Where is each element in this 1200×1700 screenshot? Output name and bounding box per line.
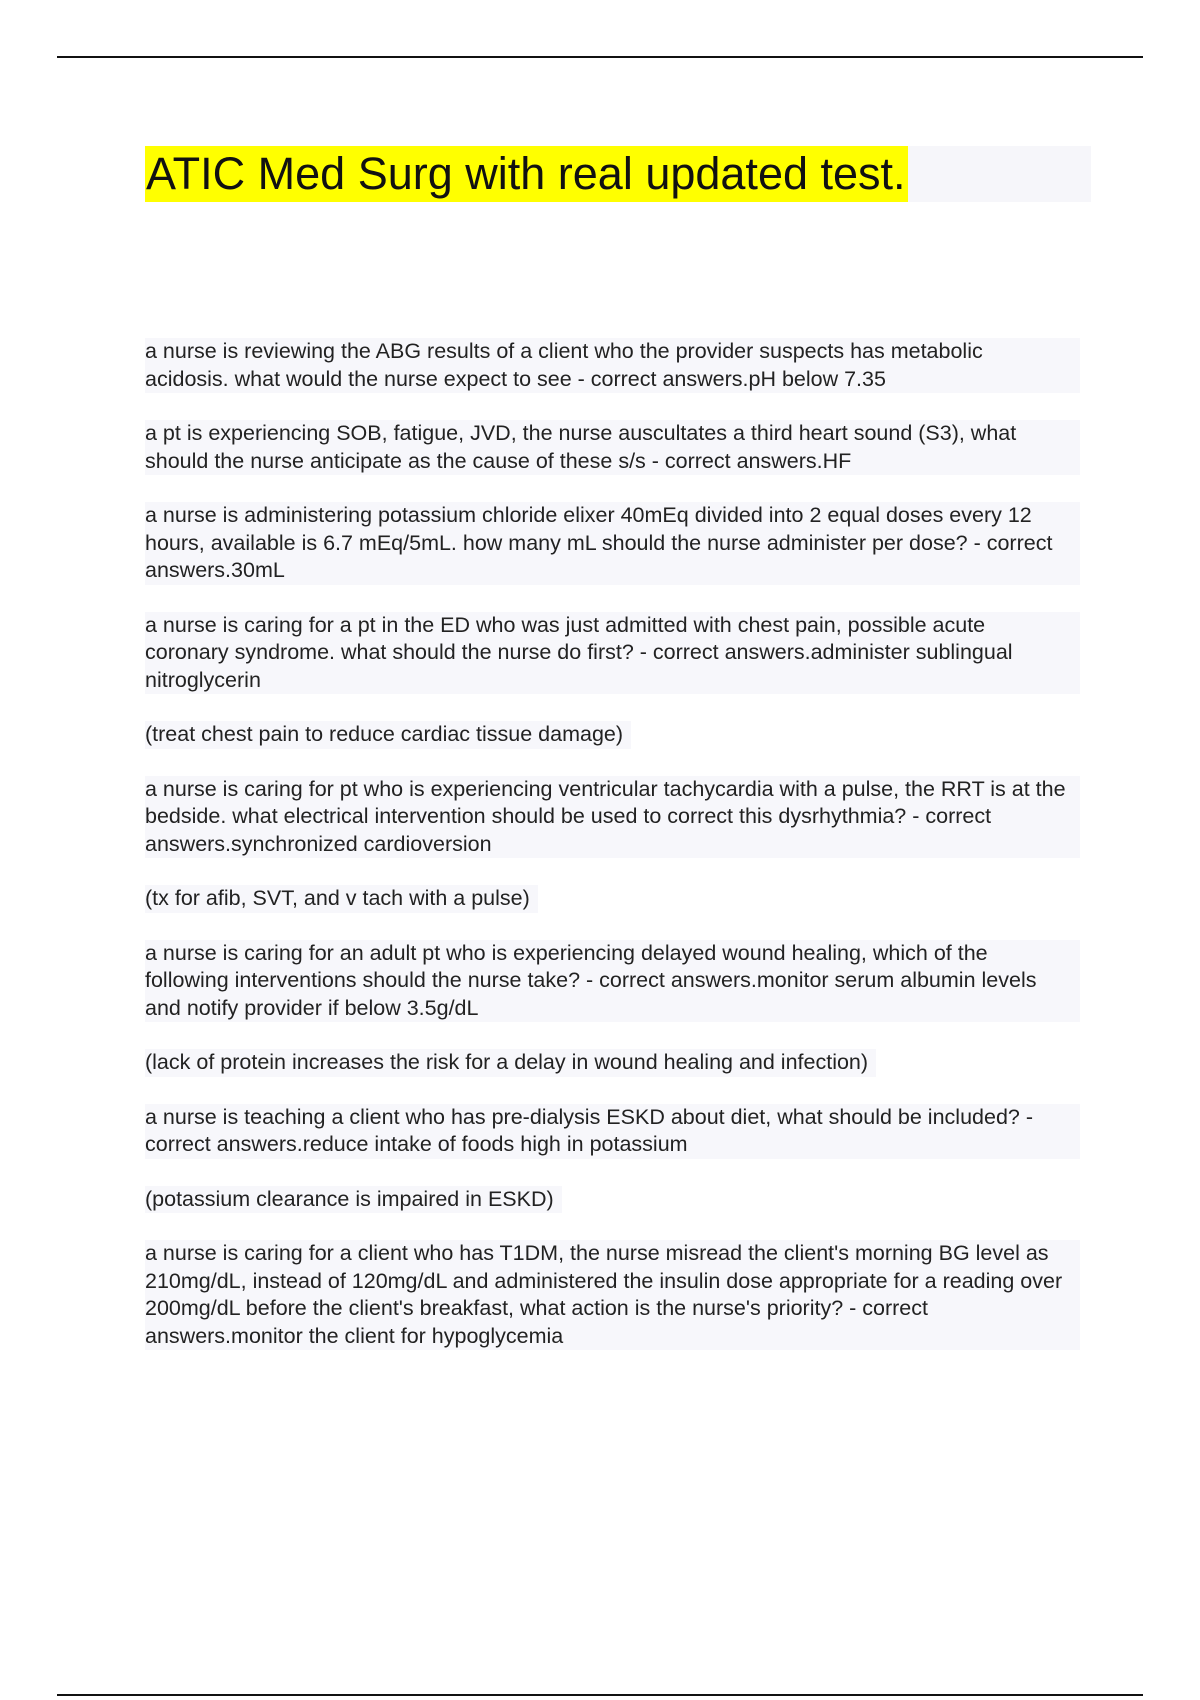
document-body xyxy=(145,338,1080,1377)
rationale-paragraph: (tx for afib, SVT, and v tach with a pulse) xyxy=(145,885,538,913)
document-title: ATIC Med Surg with real updated test. xyxy=(145,146,908,202)
rationale-paragraph: (potassium clearance is impaired in ESKD) xyxy=(145,1186,562,1214)
top-rule xyxy=(57,56,1143,58)
question-paragraph: a nurse is reviewing the ABG results of a client who the provider suspects has metabolic acidosis. what would the nurse expect to see - correct answers.pH below 7.35 xyxy=(145,338,1080,393)
question-paragraph: a nurse is teaching a client who has pre-dialysis ESKD about diet, what should be included? - correct answers.reduce intake of foods high in potassium xyxy=(145,1104,1080,1159)
rationale-paragraph: (treat chest pain to reduce cardiac tissue damage) xyxy=(145,721,631,749)
rationale-paragraph: (lack of protein increases the risk for a delay in wound healing and infection) xyxy=(145,1049,876,1077)
question-paragraph: a nurse is caring for a client who has T1DM, the nurse misread the client's morning BG level as 210mg/dL, instead of 120mg/dL and administered the insulin dose appropriate for a reading over 200mg/dL before the client's breakfast, what action is the nurse's priority? - correct answers.monitor the client for hypoglycemia xyxy=(145,1240,1080,1350)
question-paragraph: a nurse is caring for an adult pt who is experiencing delayed wound healing, which of the following interventions should the nurse take? - correct answers.monitor serum albumin levels and notify provider if below 3.5g/dL xyxy=(145,940,1080,1023)
question-paragraph: a nurse is caring for a pt in the ED who was just admitted with chest pain, possible acute coronary syndrome. what should the nurse do first? - correct answers.administer sublingual nitroglycerin xyxy=(145,612,1080,695)
question-paragraph: a nurse is caring for pt who is experiencing ventricular tachycardia with a pulse, the RRT is at the bedside. what electrical intervention should be used to correct this dysrhythmia? - correct answers.synchronized cardioversion xyxy=(145,776,1080,859)
bottom-rule xyxy=(57,1694,1143,1696)
question-paragraph: a nurse is administering potassium chloride elixer 40mEq divided into 2 equal doses every 12 hours, available is 6.7 mEq/5mL. how many mL should the nurse administer per dose? - correct answers.30mL xyxy=(145,502,1080,585)
question-paragraph: a pt is experiencing SOB, fatigue, JVD, the nurse auscultates a third heart sound (S3), what should the nurse anticipate as the cause of these s/s - correct answers.HF xyxy=(145,420,1080,475)
